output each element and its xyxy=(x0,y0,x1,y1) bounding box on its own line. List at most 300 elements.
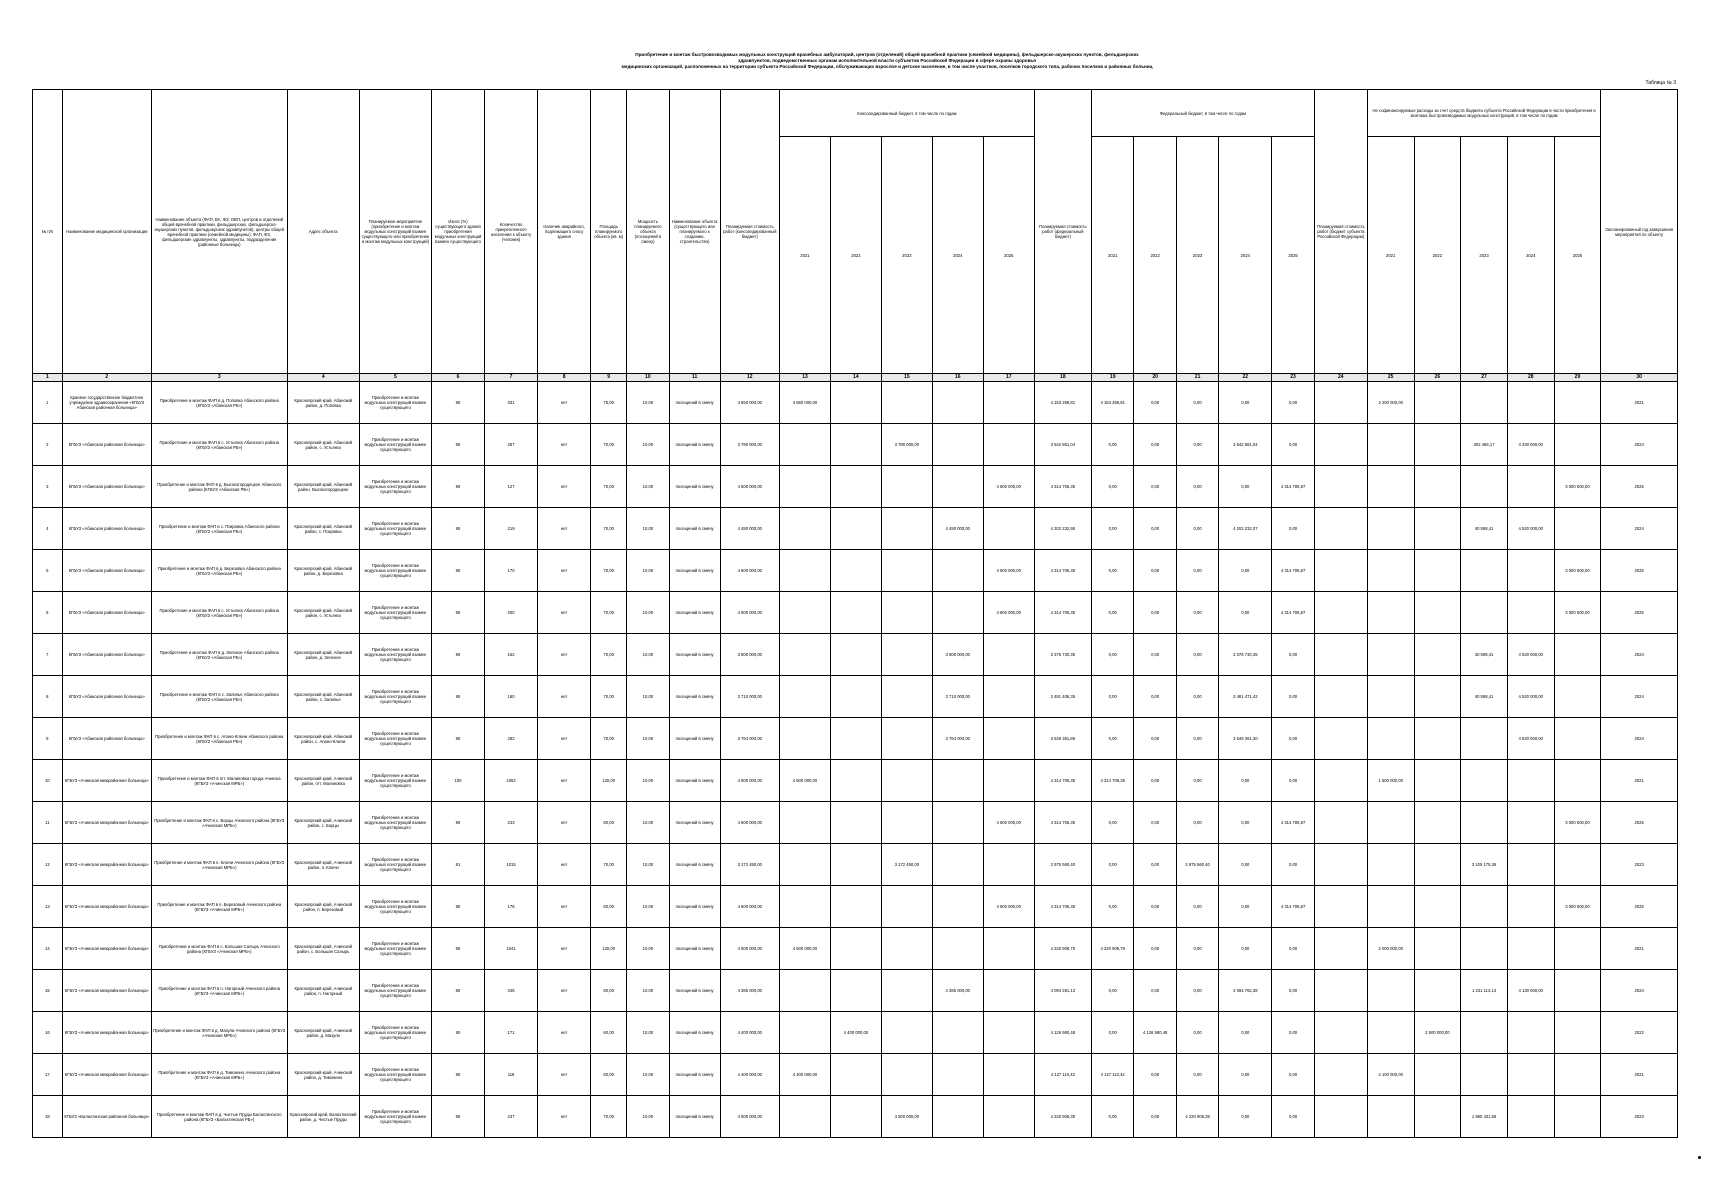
cell-c24: 3 600 000,00 xyxy=(932,634,983,676)
cell-c21 xyxy=(780,634,831,676)
cell-n: 8 xyxy=(33,676,63,718)
cell-avar: нет xyxy=(538,844,591,886)
cell-s24 xyxy=(1507,1054,1554,1096)
cell-pop: 118 xyxy=(485,1054,538,1096)
cell-org: Краевое государственное бюджетное учреждение здравоохранения «КГБУЗ Абанская районная больница» xyxy=(62,382,151,424)
cell-avar: нет xyxy=(538,718,591,760)
cell-fed: 4 094 281,13 xyxy=(1034,970,1091,1012)
cell-org: КГБУЗ «Балахтинская районная больница» xyxy=(62,1096,151,1138)
cell-s22 xyxy=(1414,508,1461,550)
cell-c25 xyxy=(983,844,1034,886)
column-number-cell: 24 xyxy=(1314,374,1367,382)
cell-kind: посещений в смену xyxy=(669,592,720,634)
cell-sub xyxy=(1314,802,1367,844)
cell-act: Приобретение и монтаж модульных конструкций взамен существующего xyxy=(359,382,431,424)
cell-pop: 200 xyxy=(485,592,538,634)
cell-c21 xyxy=(780,1096,831,1138)
column-number-cell: 9 xyxy=(591,374,627,382)
cell-kind: посещений в смену xyxy=(669,886,720,928)
cell-obj: Приобретение и монтаж ФАП в п. Березовый Ачинского района (КГБУЗ «Ачинская МРБ») xyxy=(151,886,287,928)
cell-f21: 4 314 706,35 xyxy=(1091,760,1133,802)
cell-year: 2024 xyxy=(1601,718,1678,760)
header-col-3: Наименование объекта (ФАП, ВА, ФЗ, ОВП, центров и отделений общей врачебной практики, фельдшерских, фельдшерско-акушерских пунктов, фельдшерских здравпунктов), центры общей врачебной практики (семейной медицины), ФАП, ФЗ, фельдшерские здравпункты, здравпункты, подразделения (районные больницы) xyxy=(151,90,287,374)
cell-wear: 95 xyxy=(431,718,484,760)
cell-area: 70,00 xyxy=(591,844,627,886)
cell-s23 xyxy=(1461,550,1508,592)
cell-n: 4 xyxy=(33,508,63,550)
cell-s21 xyxy=(1367,1012,1414,1054)
cell-area: 60,00 xyxy=(591,1012,627,1054)
header-year: 2021 xyxy=(780,137,831,374)
cell-area: 70,00 xyxy=(591,1096,627,1138)
header-col-24: Планируемая стоимость работ (бюджет субъекта Российской Федерации) xyxy=(1314,90,1367,374)
column-number-cell: 11 xyxy=(669,374,720,382)
column-number-cell: 30 xyxy=(1601,374,1678,382)
cell-s22 xyxy=(1414,676,1461,718)
cell-s22 xyxy=(1414,928,1461,970)
cell-f21: 0,00 xyxy=(1091,466,1133,508)
cell-f24: 4 202 232,07 xyxy=(1219,508,1272,550)
cell-f22: 0,00 xyxy=(1134,382,1176,424)
cell-s21 xyxy=(1367,718,1414,760)
cell-kind: посещений в смену xyxy=(669,550,720,592)
cell-c24 xyxy=(932,466,983,508)
cell-f24: 0,00 xyxy=(1219,886,1272,928)
cell-s25 xyxy=(1554,970,1601,1012)
cell-power: 10,00 xyxy=(627,1054,669,1096)
cell-s22 xyxy=(1414,592,1461,634)
cell-f21: 0,00 xyxy=(1091,802,1133,844)
cell-pop: 1062 xyxy=(485,760,538,802)
cell-s25: 3 000 000,00 xyxy=(1554,886,1601,928)
cell-sub xyxy=(1314,676,1367,718)
cell-power: 10,00 xyxy=(627,760,669,802)
cell-org: КГБУЗ «Ачинская межрайонная больница» xyxy=(62,1012,151,1054)
cell-c21: 4 400 000,00 xyxy=(780,1054,831,1096)
cell-f23: 0,00 xyxy=(1176,718,1218,760)
cell-s22 xyxy=(1414,382,1461,424)
cell-avar: нет xyxy=(538,1012,591,1054)
header-year: 2022 xyxy=(1414,137,1461,374)
cell-total: 4 650 000,00 xyxy=(720,382,779,424)
cell-s22 xyxy=(1414,424,1461,466)
cell-f23: 0,00 xyxy=(1176,1012,1218,1054)
cell-c22 xyxy=(830,634,881,676)
cell-kind: посещений в смену xyxy=(669,928,720,970)
cell-c23 xyxy=(881,886,932,928)
cell-n: 10 xyxy=(33,760,63,802)
cell-avar: нет xyxy=(538,592,591,634)
cell-wear: 95 xyxy=(431,466,484,508)
cell-s21 xyxy=(1367,424,1414,466)
header-year: 2025 xyxy=(983,137,1034,374)
cell-s25 xyxy=(1554,760,1601,802)
cell-f21: 0,00 xyxy=(1091,1096,1133,1138)
column-number-cell: 4 xyxy=(287,374,359,382)
header-col-4: Адрес объекта xyxy=(287,90,359,374)
cell-org: КГБУЗ «Абанская районная больница» xyxy=(62,676,151,718)
cell-f22: 0,00 xyxy=(1134,634,1176,676)
cell-act: Приобретение и монтаж модульных конструкций взамен существующего xyxy=(359,970,431,1012)
cell-sub xyxy=(1314,634,1367,676)
cell-f23: 0,00 xyxy=(1176,592,1218,634)
cell-total: 3 780 000,00 xyxy=(720,424,779,466)
cell-f21: 0,00 xyxy=(1091,676,1133,718)
cell-c23 xyxy=(881,760,932,802)
column-number-cell: 5 xyxy=(359,374,431,382)
cell-s24: 4 130 000,00 xyxy=(1507,970,1554,1012)
cell-fed: 4 314 706,35 xyxy=(1034,592,1091,634)
cell-s25 xyxy=(1554,676,1601,718)
cell-c25 xyxy=(983,928,1034,970)
cell-power: 10,00 xyxy=(627,886,669,928)
header-group-consolidated: Консолидированный бюджет, в том числе по годам xyxy=(780,90,1035,137)
cell-c24 xyxy=(932,760,983,802)
column-number-cell: 23 xyxy=(1272,374,1314,382)
cell-sub xyxy=(1314,508,1367,550)
cell-addr: Красноярский край, Ачинский район, п. Нагорный xyxy=(287,970,359,1012)
cell-total: 4 500 000,00 xyxy=(720,466,779,508)
cell-c22 xyxy=(830,928,881,970)
cell-act: Приобретение и монтаж модульных конструкций взамен существующего xyxy=(359,718,431,760)
cell-area: 70,00 xyxy=(591,424,627,466)
cell-sub xyxy=(1314,1012,1367,1054)
column-number-cell: 22 xyxy=(1219,374,1272,382)
column-number-cell: 16 xyxy=(932,374,983,382)
cell-power: 10,00 xyxy=(627,844,669,886)
cell-act: Приобретение и монтаж модульных конструкций взамен существующего xyxy=(359,550,431,592)
cell-f24: 0,00 xyxy=(1219,928,1272,970)
cell-s25 xyxy=(1554,634,1601,676)
cell-c24: 3 710 000,00 xyxy=(932,676,983,718)
cell-c22 xyxy=(830,676,881,718)
cell-f21: 0,00 xyxy=(1091,844,1133,886)
cell-sub xyxy=(1314,886,1367,928)
column-number-cell: 2 xyxy=(62,374,151,382)
cell-c23 xyxy=(881,970,932,1012)
table-row xyxy=(33,466,1678,508)
cell-s21: 2 100 000,00 xyxy=(1367,1054,1414,1096)
cell-area: 75,00 xyxy=(591,382,627,424)
cell-f22: 0,00 xyxy=(1134,550,1176,592)
cell-wear: 95 xyxy=(431,1096,484,1138)
cell-n: 6 xyxy=(33,592,63,634)
cell-year: 2025 xyxy=(1601,592,1678,634)
cell-addr: Красноярский край, Абанский район, с. Залипье xyxy=(287,676,359,718)
main-table xyxy=(32,89,1678,1138)
cell-org: КГБУЗ «Ачинская межрайонная больница» xyxy=(62,760,151,802)
column-number-cell: 20 xyxy=(1134,374,1176,382)
cell-wear: 85 xyxy=(431,970,484,1012)
cell-pop: 267 xyxy=(485,424,538,466)
cell-c24 xyxy=(932,592,983,634)
cell-f22: 0,00 xyxy=(1134,592,1176,634)
cell-s22 xyxy=(1414,970,1461,1012)
cell-act: Приобретение и монтаж модульных конструкций взамен существующего xyxy=(359,508,431,550)
cell-c25 xyxy=(983,382,1034,424)
cell-org: КГБУЗ «Абанская районная больница» xyxy=(62,550,151,592)
cell-s25 xyxy=(1554,844,1601,886)
cell-c23: 3 172 450,00 xyxy=(881,844,932,886)
cell-f21: 4 220 908,79 xyxy=(1091,928,1133,970)
cell-year: 2025 xyxy=(1601,550,1678,592)
cell-s23 xyxy=(1461,382,1508,424)
cell-f25: 0,00 xyxy=(1272,928,1314,970)
header-year: 2024 xyxy=(932,137,983,374)
cell-power: 10,00 xyxy=(627,1012,669,1054)
cell-c23 xyxy=(881,1054,932,1096)
cell-f23: 0,00 xyxy=(1176,760,1218,802)
cell-sub xyxy=(1314,592,1367,634)
cell-power: 10,00 xyxy=(627,970,669,1012)
cell-n: 18 xyxy=(33,1096,63,1138)
cell-f22: 0,00 xyxy=(1134,844,1176,886)
cell-c24 xyxy=(932,382,983,424)
cell-f22: 0,00 xyxy=(1134,760,1176,802)
cell-s21: 2 000 000,00 xyxy=(1367,928,1414,970)
cell-c25 xyxy=(983,1012,1034,1054)
cell-addr: Красноярский край, Абанский район, д. Поповка xyxy=(287,382,359,424)
cell-total: 4 600 000,00 xyxy=(720,802,779,844)
cell-fed: 3 542 861,04 xyxy=(1034,424,1091,466)
document-title xyxy=(92,52,1682,70)
cell-avar: нет xyxy=(538,1054,591,1096)
cell-c22 xyxy=(830,550,881,592)
cell-s25: 3 000 000,00 xyxy=(1554,550,1601,592)
cell-s23 xyxy=(1461,802,1508,844)
column-number-cell: 8 xyxy=(538,374,591,382)
cell-s24 xyxy=(1507,592,1554,634)
cell-power: 10,00 xyxy=(627,508,669,550)
cell-kind: посещений в смену xyxy=(669,1096,720,1138)
cell-wear: 95 xyxy=(431,592,484,634)
cell-f22: 0,00 xyxy=(1134,466,1176,508)
table-row xyxy=(33,1096,1678,1138)
cell-obj: Приобретение и монтаж ФАП в д. Высокогородецкое Абанского района (КГБУЗ «Абанская РБ») xyxy=(151,466,287,508)
cell-c25: 4 600 000,00 xyxy=(983,592,1034,634)
cell-org: КГБУЗ «Абанская районная больница» xyxy=(62,634,151,676)
cell-s25 xyxy=(1554,1012,1601,1054)
cell-sub xyxy=(1314,382,1367,424)
cell-f23: 0,00 xyxy=(1176,550,1218,592)
cell-f22: 4 126 980,48 xyxy=(1134,1012,1176,1054)
cell-n: 1 xyxy=(33,382,63,424)
cell-area: 70,00 xyxy=(591,550,627,592)
cell-s24 xyxy=(1507,760,1554,802)
cell-year: 2025 xyxy=(1601,802,1678,844)
cell-c25 xyxy=(983,970,1034,1012)
cell-s23 xyxy=(1461,886,1508,928)
cell-f24: 0,00 xyxy=(1219,1096,1272,1138)
cell-c23 xyxy=(881,718,932,760)
cell-c24 xyxy=(932,928,983,970)
cell-fed: 4 314 706,35 xyxy=(1034,760,1091,802)
cell-wear: 95 xyxy=(431,676,484,718)
cell-area: 70,00 xyxy=(591,466,627,508)
table-row xyxy=(33,760,1678,802)
cell-s24 xyxy=(1507,802,1554,844)
cell-wear: 95 xyxy=(431,382,484,424)
cell-act: Приобретение и монтаж модульных конструкций взамен существующего xyxy=(359,760,431,802)
cell-org: КГБУЗ «Абанская районная больница» xyxy=(62,508,151,550)
cell-f22: 0,00 xyxy=(1134,970,1176,1012)
cell-sub xyxy=(1314,970,1367,1012)
cell-s23: 3 105 175,36 xyxy=(1461,844,1508,886)
cell-year: 2024 xyxy=(1601,634,1678,676)
cell-s23: 1 980 431,58 xyxy=(1461,1096,1508,1138)
cell-area: 60,00 xyxy=(591,970,627,1012)
header-group-federal: Федеральный бюджет, в том числе по годам xyxy=(1091,90,1314,137)
header-col-8: Наличие аварийного, подлежащего сносу здания xyxy=(538,90,591,374)
cell-area: 60,00 xyxy=(591,802,627,844)
cell-f21: 0,00 xyxy=(1091,718,1133,760)
header-year: 2021 xyxy=(1091,137,1133,374)
header-col-30: Запланированный год завершения мероприятия по объекту xyxy=(1601,90,1678,374)
cell-year: 2021 xyxy=(1601,1054,1678,1096)
cell-wear: 81 xyxy=(431,844,484,886)
cell-f25: 0,00 xyxy=(1272,1012,1314,1054)
cell-obj: Приобретение и монтаж ФАП в с. Апано-Ключи Абанского района (КГБУЗ «Абанская РБ») xyxy=(151,718,287,760)
cell-c22 xyxy=(830,844,881,886)
cell-s23 xyxy=(1461,1012,1508,1054)
cell-c21 xyxy=(780,550,831,592)
cell-obj: Приобретение и монтаж ФАП в п. Ключи Ачинского района (КГБУЗ «Ачинская МРБ») xyxy=(151,844,287,886)
cell-total: 3 600 000,00 xyxy=(720,634,779,676)
cell-avar: нет xyxy=(538,466,591,508)
table-row xyxy=(33,886,1678,928)
cell-org: КГБУЗ «Ачинская межрайонная больница» xyxy=(62,928,151,970)
cell-year: 2024 xyxy=(1601,676,1678,718)
cell-addr: Красноярский край, Абанский район, с. Покровка xyxy=(287,508,359,550)
title-line-2: здравпунктов, подведомственных органам исполнительной власти субъектов Российской Федерации в сфере охраны здоровья xyxy=(738,58,1036,63)
table-body xyxy=(33,374,1678,1138)
cell-fed: 3 376 730,35 xyxy=(1034,634,1091,676)
cell-org: КГБУЗ «Абанская районная больница» xyxy=(62,424,151,466)
cell-c25 xyxy=(983,1054,1034,1096)
column-number-cell: 12 xyxy=(720,374,779,382)
cell-pop: 345 xyxy=(485,970,538,1012)
column-number-cell: 21 xyxy=(1176,374,1218,382)
cell-c25 xyxy=(983,508,1034,550)
cell-s23 xyxy=(1461,760,1508,802)
cell-addr: Красноярский край, Абанский район, д. Березовка xyxy=(287,550,359,592)
cell-f23: 0,00 xyxy=(1176,424,1218,466)
cell-f25: 0,00 xyxy=(1272,718,1314,760)
cell-area: 70,00 xyxy=(591,592,627,634)
header-col-2: Наименование медицинской организации xyxy=(62,90,151,374)
cell-c24 xyxy=(932,886,983,928)
cell-obj: Приобретение и монтаж ФАП в с. Большая Салырь Ачинского района (КГБУЗ «Ачинская МРБ») xyxy=(151,928,287,970)
cell-f25: 0,00 xyxy=(1272,634,1314,676)
header-year: 2021 xyxy=(1367,137,1414,374)
cell-f21: 0,00 xyxy=(1091,634,1133,676)
cell-org: КГБУЗ «Ачинская межрайонная больница» xyxy=(62,970,151,1012)
cell-f24: 0,00 xyxy=(1219,466,1272,508)
cell-kind: посещений в смену xyxy=(669,382,720,424)
cell-total: 4 400 000,00 xyxy=(720,1054,779,1096)
cell-area: 120,00 xyxy=(591,760,627,802)
cell-n: 12 xyxy=(33,844,63,886)
column-number-cell: 18 xyxy=(1034,374,1091,382)
cell-sub xyxy=(1314,1054,1367,1096)
cell-s21 xyxy=(1367,508,1414,550)
cell-org: КГБУЗ «Абанская районная больница» xyxy=(62,718,151,760)
cell-s21 xyxy=(1367,676,1414,718)
column-number-row xyxy=(33,374,1678,382)
cell-obj: Приобретение и монтаж ФАП в с. Борцы Ачинского района (КГБУЗ «Ачинская МРБ») xyxy=(151,802,287,844)
cell-f24: 3 549 361,30 xyxy=(1219,718,1272,760)
cell-s25: 3 000 000,00 xyxy=(1554,592,1601,634)
cell-s24 xyxy=(1507,1096,1554,1138)
cell-avar: нет xyxy=(538,802,591,844)
cell-f22: 0,00 xyxy=(1134,676,1176,718)
cell-f25: 0,00 xyxy=(1272,1096,1314,1138)
cell-power: 10,00 xyxy=(627,676,669,718)
cell-kind: посещений в смену xyxy=(669,508,720,550)
cell-sub xyxy=(1314,718,1367,760)
cell-f24: 4 094 762,38 xyxy=(1219,970,1272,1012)
cell-c25 xyxy=(983,1096,1034,1138)
cell-c25: 4 600 000,00 xyxy=(983,550,1034,592)
cell-f21: 4 127 110,42 xyxy=(1091,1054,1133,1096)
cell-act: Приобретение и монтаж модульных конструкций взамен существующего xyxy=(359,466,431,508)
cell-c21 xyxy=(780,466,831,508)
cell-pop: 162 xyxy=(485,634,538,676)
cell-wear: 95 xyxy=(431,550,484,592)
cell-obj: Приобретение и монтаж ФАП в с. Устьянск Абанского района (КГБУЗ «Абанская РБ») xyxy=(151,592,287,634)
cell-total: 3 710 000,00 xyxy=(720,676,779,718)
cell-c25: 4 600 000,00 xyxy=(983,886,1034,928)
header-group-subject: Не софинансируемые расходы за счет средств бюджета субъекта Российской Федерации в части приобретения и монтажа быстровозводимых модульных конструкций, в том числе по годам xyxy=(1367,90,1600,137)
cell-addr: Красноярский край, Абанский район, Высокогородецкое xyxy=(287,466,359,508)
cell-s23: 40 598,41 xyxy=(1461,676,1508,718)
title-line-1: Приобретение и монтаж быстровозводимых модульных конструкций врачебных амбулаторий, центров (отделений) общей врачебной практики (семейной медицины), фельдшерско-акушерских пунктов, фельдшерских xyxy=(635,52,1139,57)
cell-f25: 0,00 xyxy=(1272,1054,1314,1096)
cell-s21 xyxy=(1367,886,1414,928)
cell-pop: 1015 xyxy=(485,844,538,886)
cell-addr: Красноярский край, Ачинский район, с. Борцы xyxy=(287,802,359,844)
cell-c21 xyxy=(780,970,831,1012)
cell-kind: посещений в смену xyxy=(669,676,720,718)
cell-act: Приобретение и монтаж модульных конструкций взамен существующего xyxy=(359,634,431,676)
table-row xyxy=(33,382,1678,424)
cell-c22 xyxy=(830,718,881,760)
cell-s22 xyxy=(1414,550,1461,592)
cell-s22 xyxy=(1414,844,1461,886)
cell-s23: 40 598,41 xyxy=(1461,508,1508,550)
cell-wear: 95 xyxy=(431,1054,484,1096)
cell-c21: 4 500 000,00 xyxy=(780,928,831,970)
cell-f21: 0,00 xyxy=(1091,550,1133,592)
cell-kind: посещений в смену xyxy=(669,1054,720,1096)
cell-s23: 1 231 114,13 xyxy=(1461,970,1508,1012)
cell-s25 xyxy=(1554,718,1601,760)
cell-f22: 0,00 xyxy=(1134,886,1176,928)
header-year: 2023 xyxy=(881,137,932,374)
cell-c24: 4 365 000,00 xyxy=(932,970,983,1012)
table-row xyxy=(33,634,1678,676)
cell-s25 xyxy=(1554,424,1601,466)
header-col-12: Планируемая стоимость работ (консолидированный бюджет) xyxy=(720,90,779,374)
cell-f24: 3 376 730,35 xyxy=(1219,634,1272,676)
cell-c24 xyxy=(932,844,983,886)
cell-c21 xyxy=(780,886,831,928)
column-number-cell: 14 xyxy=(830,374,881,382)
cell-avar: нет xyxy=(538,424,591,466)
cell-c22 xyxy=(830,592,881,634)
cell-act: Приобретение и монтаж модульных конструкций взамен существующего xyxy=(359,886,431,928)
cell-s22 xyxy=(1414,1054,1461,1096)
